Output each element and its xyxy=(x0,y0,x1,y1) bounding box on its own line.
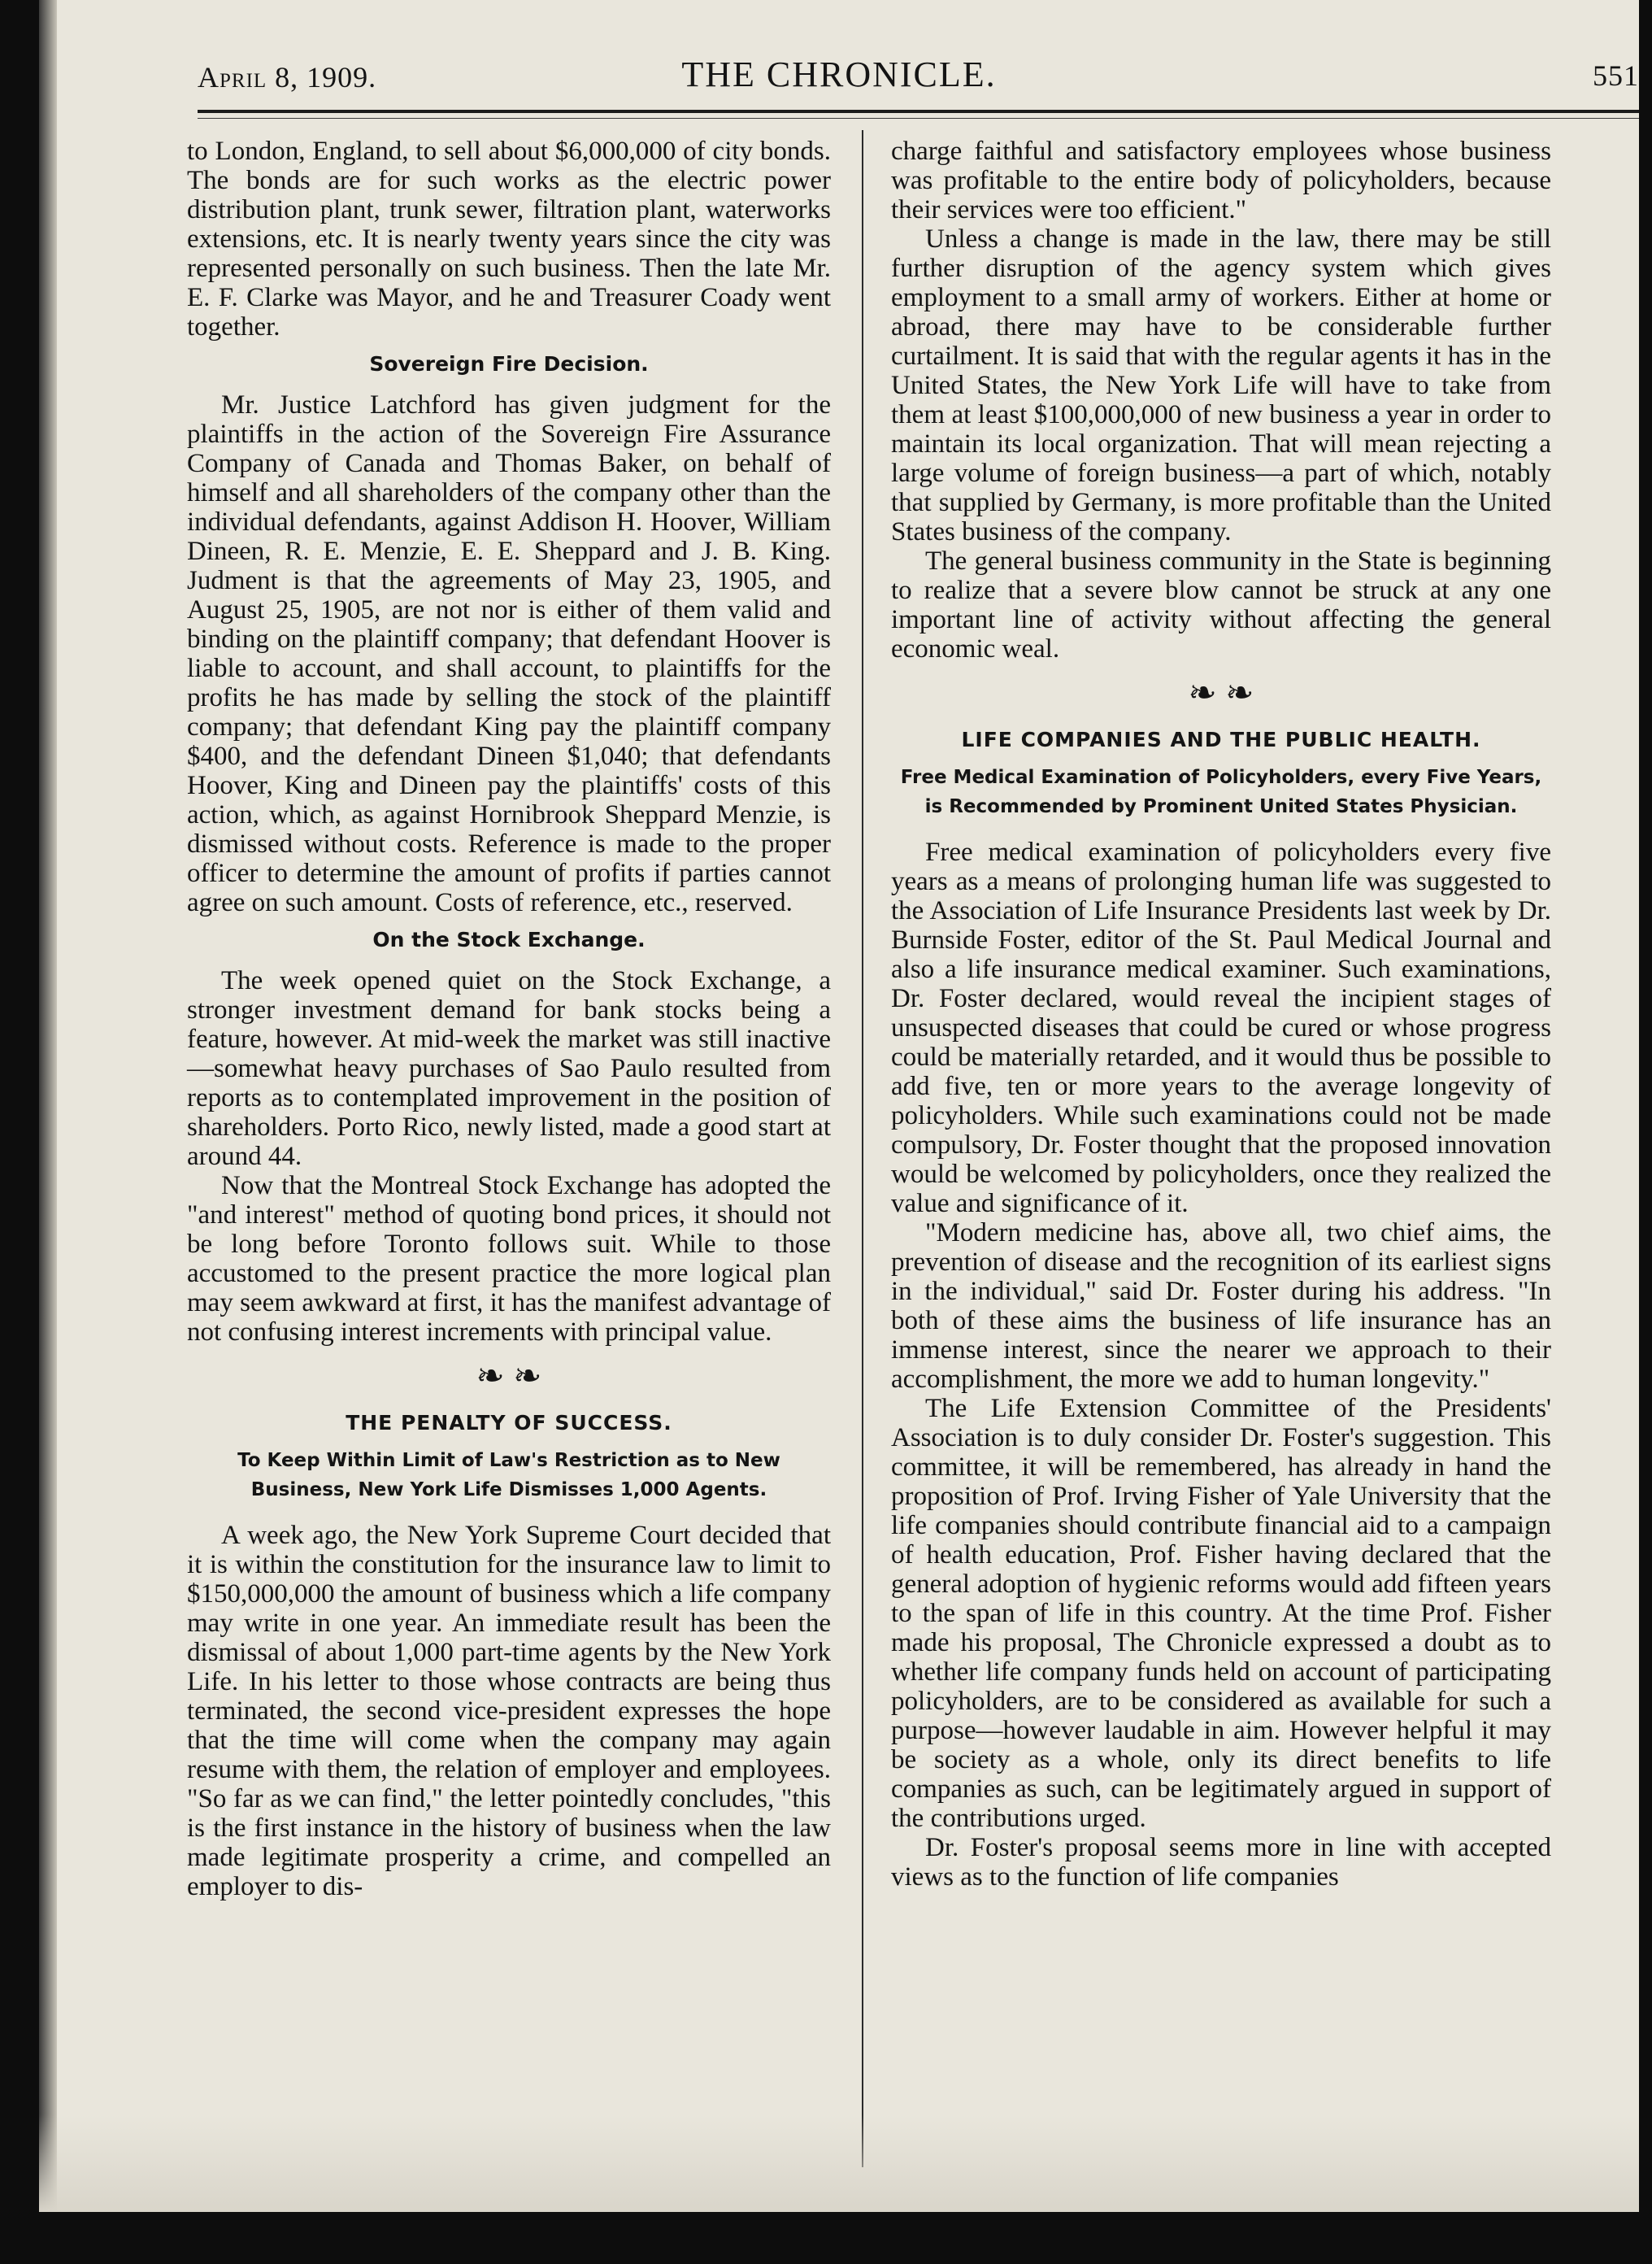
right-column xyxy=(891,137,1551,1892)
paragraph: The week opened quiet on the Stock Exchange, a stronger investment demand for bank stocks being a feature, however. At mid-week the market was still inactive—somewhat heavy purchases of Sao Paulo resulted from reports as to contemplated improvement in the position of shareholders. Porto Rico, newly listed, made a good start at around 44. xyxy=(187,966,831,1171)
newspaper-page xyxy=(39,0,1639,2212)
article-deck: To Keep Within Limit of Law's Restriction as to New Business, New York Life Dismisses 1,000 Agents. xyxy=(237,1450,780,1500)
page-number: 551 xyxy=(1593,59,1639,92)
paragraph: Now that the Montreal Stock Exchange has adopted the "and interest" method of quoting bond prices, it should not be long before Toronto follows suit. While to those accustomed to the present practice the more logical plan may seem awkward at first, it has the manifest advantage of not confusing interest increments with principal value. xyxy=(187,1171,831,1347)
paragraph: to London, England, to sell about $6,000,000 of city bonds. The bonds are for such works as the electric power distribution plant, trunk sewer, filtration plant, waterworks extensions, etc. It is nearly twenty years since the city was represented personally on such business. Then the late Mr. E. F. Clarke was Mayor, and he and Treasurer Coady went together. xyxy=(187,137,831,342)
paragraph: A week ago, the New York Supreme Court decided that it is within the constitution for the insurance law to limit to $150,000,000 the amount of business which a life company may write in one year. An immediate result has been the dismissal of about 1,000 part-time agents by the New York Life. In his letter to those whose contracts are being thus terminated, the second vice-president expresses the hope that the time will come when the company may again resume with them, the relation of employer and employees. "So far as we can find," the letter pointedly concludes, "this is the first instance in the history of business when the law made legitimate prosperity a crime, and compelled an employer to dis- xyxy=(187,1521,831,1901)
article-headline-penalty: THE PENALTY OF SUCCESS. xyxy=(346,1411,672,1435)
paragraph: "Modern medicine has, above all, two chief aims, the prevention of disease and the recognition of its earliest signs in the individual," said Dr. Foster during his address. "In both of these aims the business of life insurance has an immense interest, since the nearer we approach to their accomplishment, the more we add to human longevity." xyxy=(891,1218,1551,1394)
ornament-divider: ❧ ❧ xyxy=(476,1358,542,1395)
header-rule-thin xyxy=(198,118,1639,119)
issue-date: April 8, 1909. xyxy=(198,61,377,94)
article-deck: Free Medical Examination of Policyholders, every Five Years, is Recommended by Prominent United States Physician. xyxy=(900,767,1542,817)
paragraph: Mr. Justice Latchford has given judgment for the plaintiffs in the action of the Sovereign Fire Assurance Company of Canada and Thomas Baker, on behalf of himself and all shareholders of the company other than the individual defendants, against Addison H. Hoover, William Dineen, R. E. Menzie, E. E. Sheppard and J. B. King. Judment is that the agreements of May 23, 1905, and August 25, 1905, are not nor is either of them valid and binding on the plaintiff company; that defendant Hoover is liable to account, and shall account, to plaintiffs for the profits he has made by selling the stock of the plaintiff company; that defendant King pay the plaintiff company $400, and the defendant Dineen $1,040; that defendants Hoover, King and Dineen pay the plaintiffs' costs of this action, which, as against Hornibrook Sheppard Menzie, is dismissed without costs. Reference is made to the proper officer to determine the amount of profits if parties cannot agree on such amount. Costs of reference, etc., reserved. xyxy=(187,390,831,917)
publication-title: THE CHRONICLE. xyxy=(681,54,997,94)
paragraph: Dr. Foster's proposal seems more in line with accepted views as to the function of life companies xyxy=(891,1833,1551,1892)
subheading-stock-exchange: On the Stock Exchange. xyxy=(372,928,646,951)
column-divider xyxy=(862,130,863,2167)
running-head xyxy=(39,50,1639,99)
left-column xyxy=(187,137,831,1901)
paragraph: Free medical examination of policyholders every five years as a means of prolonging human life was suggested to the Association of Life Insurance Presidents last week by Dr. Burnside Foster, editor of the St. Paul Medical Journal and also a life insurance medical examiner. Such examinations, Dr. Foster declared, would reveal the incipient stages of unsuspected diseases that could be cured or whose progress could be materially retarded, and it would thus be possible to add five, ten or more years to the average longevity of policyholders. While such examinations could not be made compulsory, Dr. Foster thought that the proposed innovation would be welcomed by policyholders, once they realized the value and significance of it. xyxy=(891,838,1551,1218)
article-headline-life-companies: LIFE COMPANIES AND THE PUBLIC HEALTH. xyxy=(961,728,1481,751)
paragraph: The general business community in the State is beginning to realize that a severe blow cannot be struck at any one important line of activity without affecting the general economic weal. xyxy=(891,546,1551,664)
paragraph: Unless a change is made in the law, there may be still further disruption of the agency system which gives employment to a small army of workers. Either at home or abroad, there may have to be considerable further curtailment. It is said that with the regular agents it has in the United States, the New York Life will have to take from them at least $100,000,000 of new business a year in order to maintain its local organization. That will mean rejecting a large volume of foreign business—a part of which, notably that supplied by Germany, is more profitable than the United States business of the company. xyxy=(891,224,1551,546)
paragraph: The Life Extension Committee of the Presidents' Association is to duly consider Dr. Foster's suggestion. This committee, it will be remembered, has already in hand the proposition of Prof. Irving Fisher of Yale University that the life companies should contribute financial aid to a campaign of health education, Prof. Fisher having declared that the general adoption of hygienic reforms would add fifteen years to the span of life in this country. At the time Prof. Fisher made his proposal, The Chronicle expressed a doubt as to whether life company funds held on account of participating policyholders, are to be considered as available for such a purpose—however laudable in aim. However helpful it may be society as a whole, only its direct benefits to life companies as such, can be legitimately argued in support of the contributions urged. xyxy=(891,1394,1551,1833)
subheading-sovereign-fire: Sovereign Fire Decision. xyxy=(369,352,649,376)
ornament-divider: ❧ ❧ xyxy=(1188,675,1254,712)
paragraph: charge faithful and satisfactory employees whose business was profitable to the entire body of policyholders, because their services were too efficient." xyxy=(891,137,1551,224)
header-rule-thick xyxy=(198,110,1639,113)
